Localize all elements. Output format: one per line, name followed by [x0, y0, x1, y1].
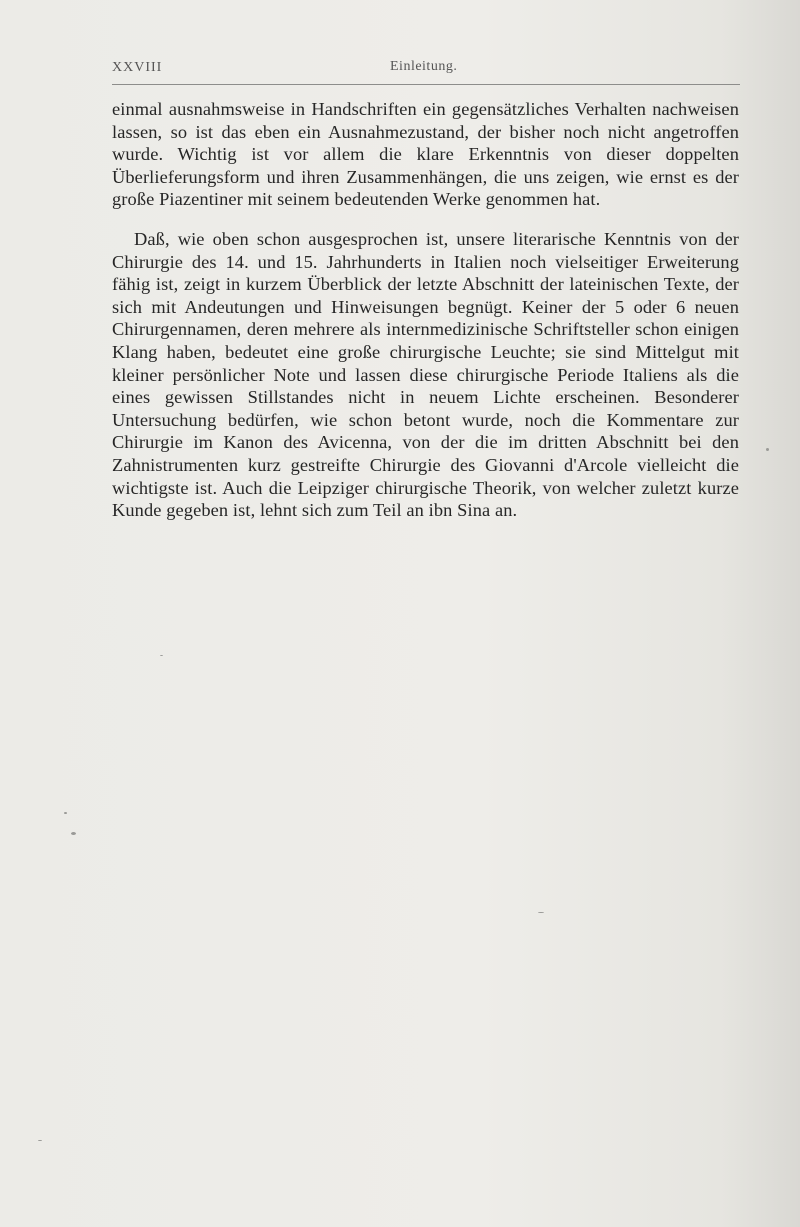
paper-speck [160, 655, 163, 656]
page-number: XXVIII [112, 60, 163, 75]
running-head: Einleitung. [390, 59, 458, 74]
paper-speck [766, 448, 769, 451]
paper-speck [64, 812, 67, 814]
page-header [112, 58, 740, 85]
paper-speck [38, 1140, 42, 1141]
body-text [112, 98, 739, 522]
paragraph-2: Daß, wie oben schon ausgesprochen ist, unsere literarische Kenntnis von der Chirurgie des 14. und 15. Jahrhunderts in Italien noch vielseitiger Erweiterung fähig ist, zeigt in kurzem Überblick der letzte Abschnitt der lateinischen Texte, der sich mit Andeutungen und Hinweisungen begnügt. Keiner der 5 oder 6 neuen Chirurgennamen, deren mehrere als internmedizinische Schriftsteller schon einigen Klang haben, bedeutet eine große chirurgische Leuchte; sie sind Mittelgut mit kleiner persönlicher Note und lassen diese chirurgische Periode Italiens als die eines gewissen Stillstandes nicht in neuem Lichte erscheinen. Besonderer Untersuchung bedürfen, wie schon betont wurde, noch die Kommentare zur Chirurgie im Kanon des Avicenna, von der die im dritten Abschnitt bei den Zahnistrumenten kurz gestreifte Chirurgie des Giovanni d'Arcole vielleicht die wichtigste ist. Auch die Leipziger chirurgische Theorik, von welcher zuletzt kurze Kunde gegeben ist, lehnt sich zum Teil an ibn Sina an. [112, 228, 739, 521]
paper-speck [538, 912, 544, 913]
paper-speck [71, 832, 76, 835]
paragraph-1: einmal ausnahmsweise in Handschriften ein gegensätzliches Verhalten nachweisen lassen, so ist das eben ein Ausnahmezustand, der bisher noch nicht angetroffen wurde. Wichtig ist vor allem die klare Erkenntnis von dieser doppelten Überlieferungsform und ihren Zusammenhängen, die uns zeigen, wie ernst es der große Piazentiner mit seinem bedeutenden Werke genommen hat. [112, 99, 739, 210]
